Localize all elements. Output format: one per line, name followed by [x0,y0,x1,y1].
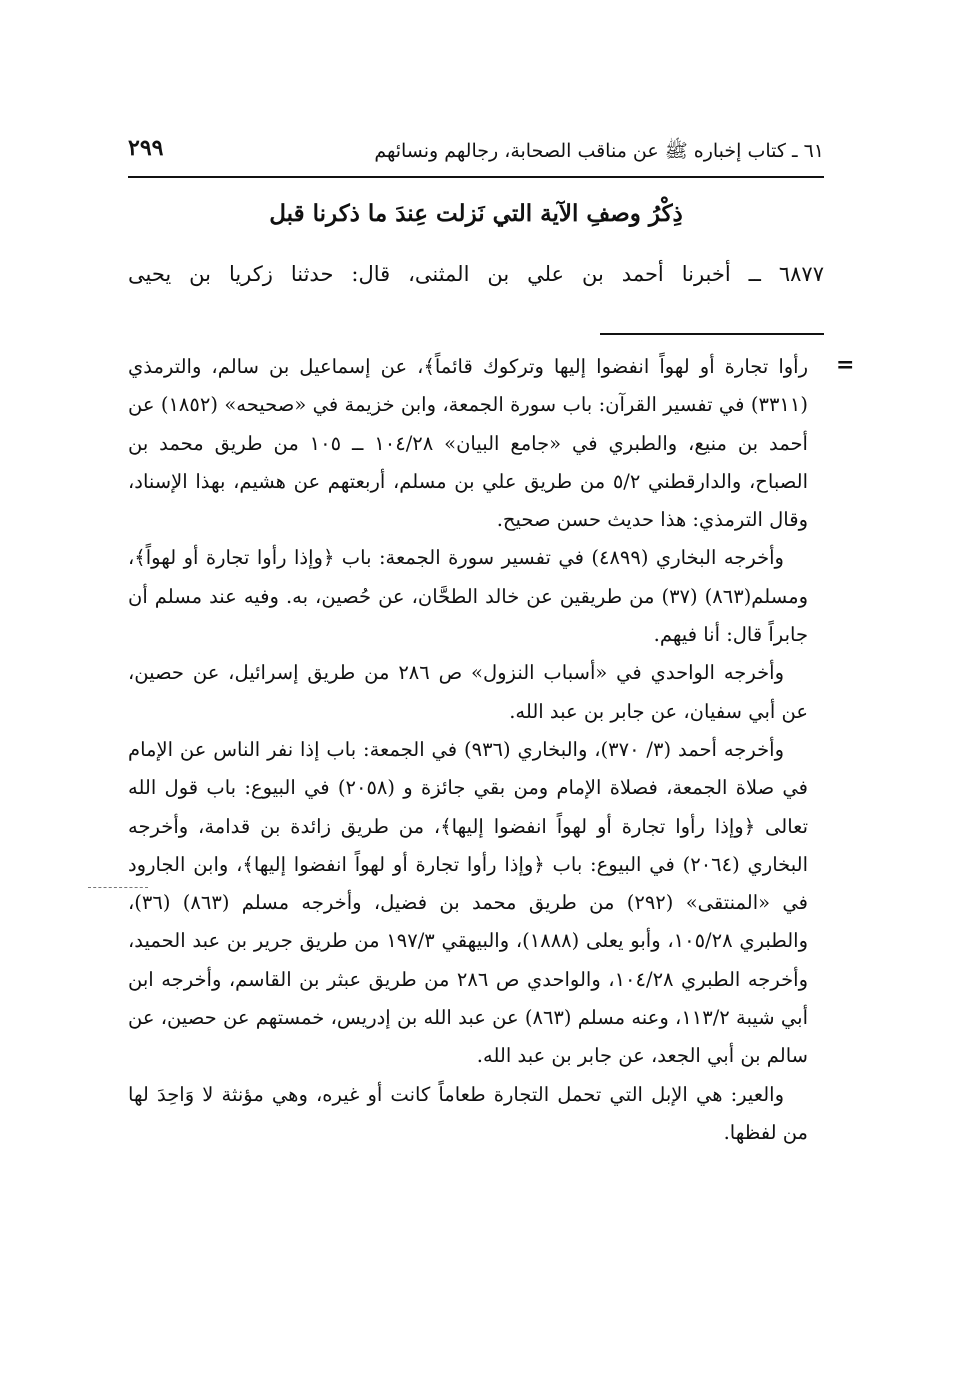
footnote-paragraph: رأوا تجارة أو لهواً انفضوا إليها وتركوك قائماً﴾، عن إسماعيل بن سالم، والترمذي (٣٣١١) في تفسير القرآن: باب سورة الجمعة، وابن خزيمة في «صحيحه» (١٨٥٢) عن أحمد بن منيع، والطبري في «جامع البيان» ١٠٤/٢٨ ــ ١٠٥ من طريق محمد بن الصباح، والدارقطني ٥/٢ من طريق علي بن مسلم، أربعتهم عن هشيم، بهذا الإسناد، وقال الترمذي: هذا حديث حسن صحيح. [128,355,808,532]
footnote-separator [600,333,824,335]
running-header [128,133,824,167]
footnote-paragraph: والعير: هي الإبل التي تحمل التجارة طعاماً كانت أو غيره، وهي مؤنثة لا وَاحِدَ لها من لفظها. [128,1082,808,1144]
section-heading: ذِكْرُ وصفِ الآية التي نَزلت عِندَ ما ذكرنا قبل [269,200,683,227]
footnote-continuation-mark: = [836,352,855,378]
hadith-text: ٦٨٧٧ ــ أخبرنا أحمد بن علي بن المثنى، قال: حدثنا زكريا بن يحيى [128,262,824,286]
chapter-title: ٦١ ـ كتاب إخباره ﷺ عن مناقب الصحابة، رجالهم ونسائهم [374,140,824,162]
header-rule [128,176,824,178]
footnote-paragraph: وأخرجه أحمد (٣/ ٣٧٠)، والبخاري (٩٣٦) في الجمعة: باب إذا نفر الناس عن الإمام في صلاة الجمعة، فصلاة الإمام ومن بقي جائزة و (٢٠٥٨) في البيوع: باب قول الله تعالى ﴿وإذا رأوا تجارة أو لهواً انفضوا إليها﴾، من طريق زائدة بن قدامة، وأخرجه البخاري (٢٠٦٤) في البيوع: باب ﴿وإذا رأوا تجارة أو لهواً انفضوا إليها﴾، وابن الجارود في «المنتقى» (٢٩٢) من طريق محمد بن فضيل، وأخرجه مسلم (٨٦٣) (٣٦)، والطبري ١٠٥/٢٨، وأبو يعلى (١٨٨٨)، والبيهقي ١٩٧/٣ من طريق جرير بن عبد الحميد، وأخرجه الطبري ١٠٤/٢٨، والواحدي ص ٢٨٦ من طريق عبثر بن القاسم، وأخرجه ابن أبي شيبة ١١٣/٢، وعنه مسلم (٨٦٣) عن عبد الله بن إدريس، خمستهم عن حصين، عن سالم بن أبي الجعد، عن جابر بن عبد الله. [128,737,808,1068]
footnote-paragraph: وأخرجه البخاري (٤٨٩٩) في تفسير سورة الجمعة: باب ﴿وإذا رأوا تجارة أو لهواً﴾، ومسلم(٨٦٣) (٣٧) من طريقين عن خالد الطحَّان، عن حُصين، به. وفيه عند مسلم أن جابراً قال: أنا فيهم. [128,546,808,647]
footnotes [128,348,808,1152]
footnote-paragraph: وأخرجه الواحدي في «أسباب النزول» ص ٢٨٦ من طريق إسرائيل، عن حصين، عن أبي سفيان، عن جابر بن عبد الله. [128,661,808,723]
page-number: ٢٩٩ [128,135,164,161]
margin-mark [88,887,148,888]
